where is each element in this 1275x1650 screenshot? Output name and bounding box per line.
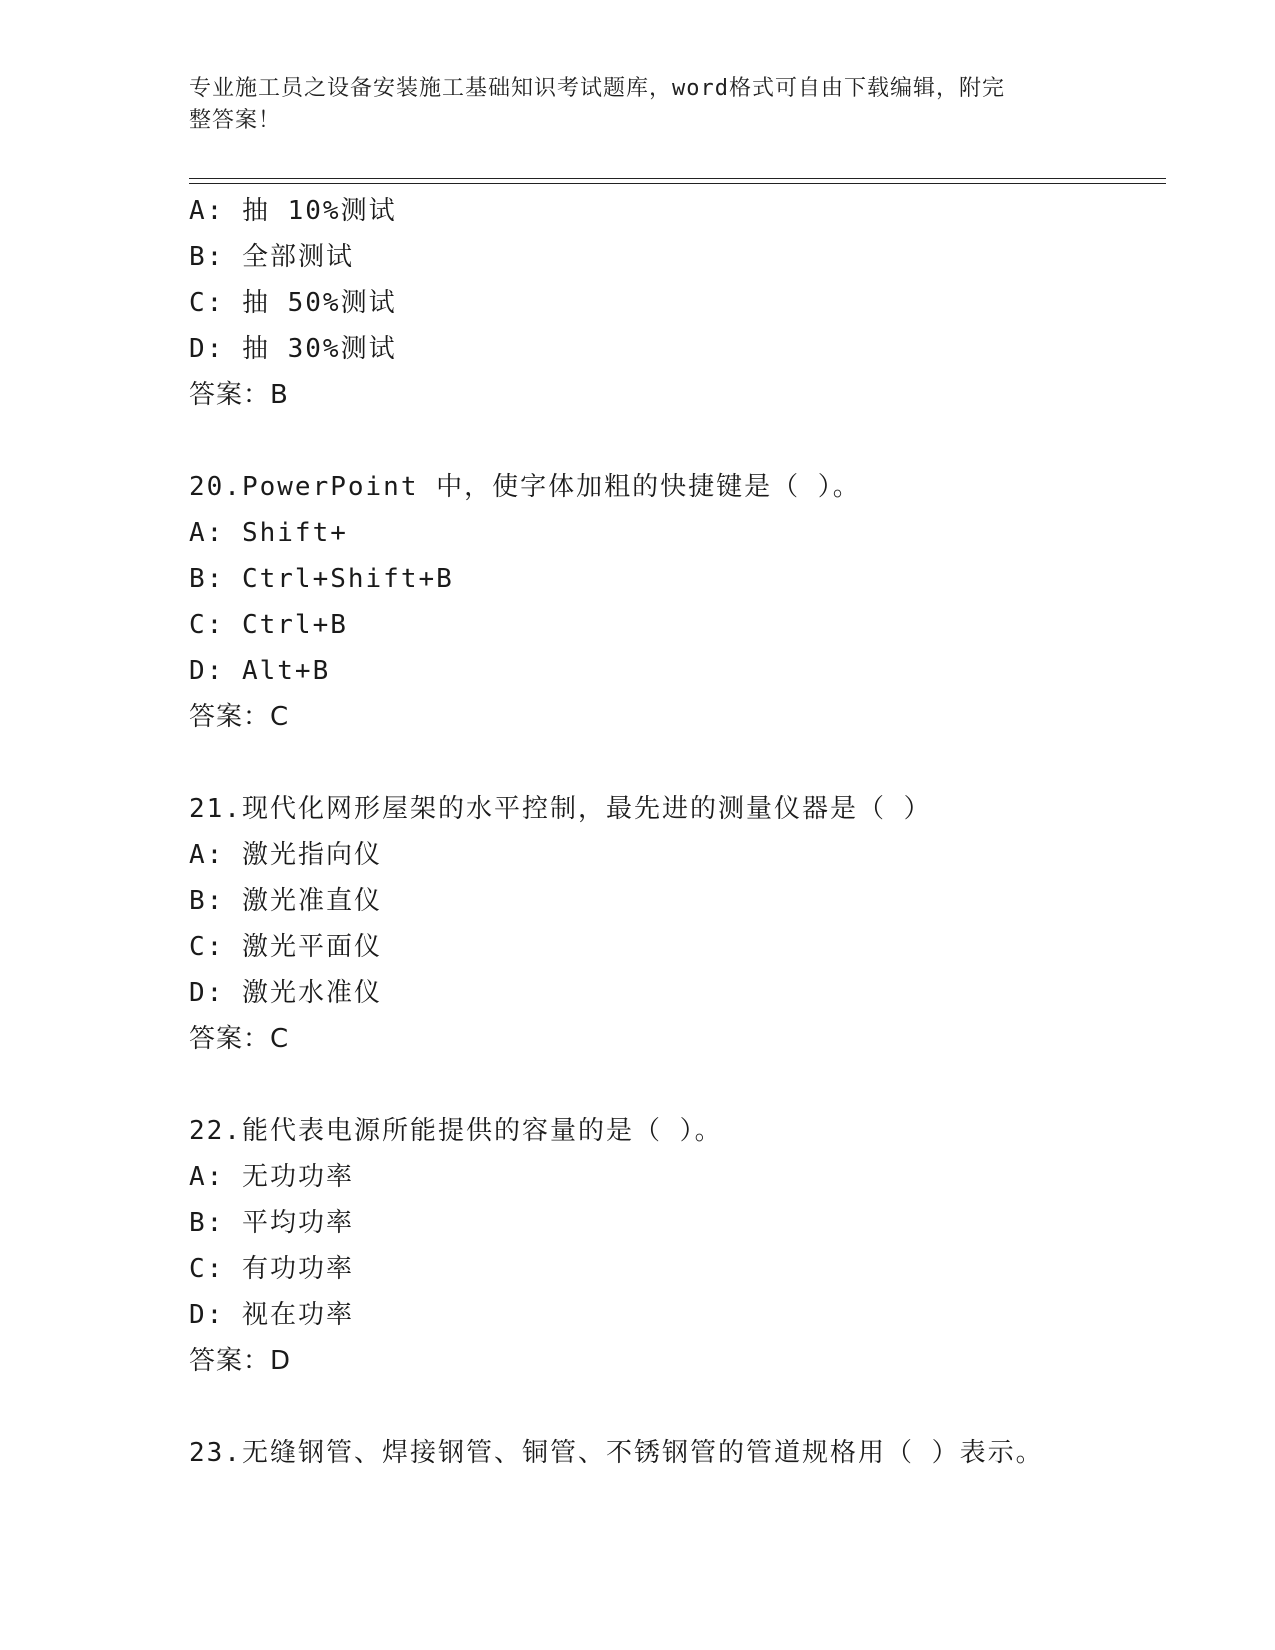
option-c: C: 抽 50%测试 [189,288,397,318]
question-block-20 [189,464,1169,740]
option-b: B: 平均功率 [189,1208,354,1238]
option-b: B: 激光准直仪 [189,886,382,916]
option-b: B: 全部测试 [189,242,354,272]
option-d: D: Alt+B [189,656,331,686]
question-block-23 [189,1430,1169,1476]
question-stem: 23.无缝钢管、焊接钢管、铜管、不锈钢管的管道规格用（ ）表示。 [189,1438,1044,1468]
question-block-19 [189,188,1169,418]
question-stem: 22.能代表电源所能提供的容量的是（ ）。 [189,1116,723,1146]
spacer [189,1384,1169,1430]
header-divider-top [189,178,1166,179]
question-stem: 21.现代化网形屋架的水平控制，最先进的测量仪器是（ ） [189,794,932,824]
option-c: C: 有功功率 [189,1254,354,1284]
spacer [189,418,1169,464]
document-header [189,73,1069,137]
option-d: D: 视在功率 [189,1300,354,1330]
option-d: D: 抽 30%测试 [189,334,397,364]
option-a: A: 无功功率 [189,1162,354,1192]
answer-line: 答案：B [189,380,289,410]
option-a: A: Shift+ [189,518,348,548]
question-block-21 [189,786,1169,1062]
question-stem: 20.PowerPoint 中，使字体加粗的快捷键是（ ）。 [189,472,861,502]
answer-line: 答案：D [189,1346,292,1376]
header-line-1: 专业施工员之设备安装施工基础知识考试题库，word格式可自由下载编辑，附完 [189,76,1005,101]
spacer [189,740,1169,786]
option-c: C: Ctrl+B [189,610,348,640]
option-d: D: 激光水准仪 [189,978,382,1008]
option-a: A: 抽 10%测试 [189,196,397,226]
option-a: A: 激光指向仪 [189,840,382,870]
answer-line: 答案：C [189,702,290,732]
spacer [189,1062,1169,1108]
option-c: C: 激光平面仪 [189,932,382,962]
question-block-22 [189,1108,1169,1384]
answer-line: 答案：C [189,1024,290,1054]
header-line-2: 整答案！ [189,108,282,133]
header-divider-bottom [189,183,1166,184]
option-b: B: Ctrl+Shift+B [189,564,454,594]
question-list [189,188,1169,1476]
